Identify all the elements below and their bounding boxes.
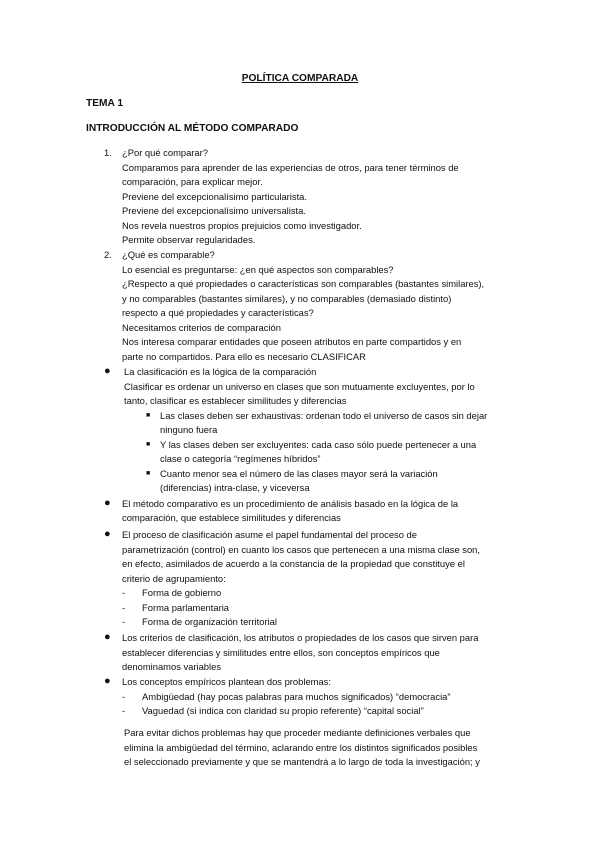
text-line: parametrización (control) en cuanto los casos que pertenecen a una misma clase son, (122, 544, 481, 555)
square-bullet-icon: ■ (146, 470, 151, 477)
dash-item: Forma de organización territorial (142, 616, 277, 627)
question-text: ¿Qué es comparable? (122, 249, 215, 260)
text-line: Permite observar regularidades. (122, 234, 256, 245)
text-line: Lo esencial es preguntarse: ¿en qué aspectos son comparables? (122, 264, 394, 275)
document-title: POLÍTICA COMPARADA (241, 73, 359, 84)
text-line: El proceso de clasificación asume el papel fundamental del proceso de (122, 529, 417, 540)
text-line: comparación, que establece similitudes y diferencias (122, 512, 341, 523)
text-line: parte no compartidos. Para ello es necesario CLASIFICAR (122, 351, 366, 362)
dash-item: Vaguedad (si indica con claridad su propio referente) “capital social” (142, 705, 424, 716)
text-line: y no comparables (bastantes similares), y no comparables (demasiado distinto) (122, 293, 452, 304)
text-line: tanto, clasificar es establecer similitudes y diferencias (124, 395, 347, 406)
bullet-head: Los conceptos empíricos plantean dos problemas: (122, 676, 331, 687)
text-line: criterio de agrupamiento: (122, 573, 226, 584)
section-heading: INTRODUCCIÓN AL MÉTODO COMPARADO (86, 123, 299, 134)
sub-item-line: ninguno fuera (160, 424, 218, 435)
sub-item-line: (diferencias) intra-clase, y viceversa (160, 482, 310, 493)
text-line: Los criterios de clasificación, los atributos o propiedades de los casos que sirven para (122, 632, 479, 643)
dash-item: Forma parlamentaria (142, 602, 230, 613)
text-line: Comparamos para aprender de las experiencias de otros, para tener términos de (122, 162, 459, 173)
text-line: en efecto, asimilados de acuerdo a la constancia de la propiedad que constituye el (122, 558, 465, 569)
text-line: Nos revela nuestros propios prejuicios como investigador. (122, 220, 362, 231)
tema-heading: TEMA 1 (86, 98, 123, 109)
sub-item-line: Las clases deben ser exhaustivas: ordenan todo el universo de casos sin dejar (160, 410, 488, 421)
bullet-icon: ● (104, 528, 111, 540)
text-line: Previene del excepcionalísimo particularista. (122, 191, 307, 202)
dash-marker: - (122, 587, 126, 598)
dash-marker: - (122, 602, 126, 613)
question-text: ¿Por qué comparar? (122, 147, 208, 158)
bullet-icon: ● (104, 365, 111, 377)
bullet-head: La clasificación es la lógica de la comparación (124, 366, 317, 377)
text-line: denominamos variables (122, 661, 222, 672)
list-number: 1. (104, 147, 112, 158)
text-line: ¿Respecto a qué propiedades o características son comparables (bastantes similares), (122, 278, 485, 289)
text-line: Nos interesa comparar entidades que poseen atributos en parte compartidos y en (122, 336, 462, 347)
text-line: Para evitar dichos problemas hay que proceder mediante definiciones verbales que (124, 727, 471, 738)
sub-item-line: Y las clases deben ser excluyentes: cada caso sólo puede pertenecer a una (160, 439, 477, 450)
text-line: respecto a qué propiedades y características? (122, 307, 314, 318)
list-number: 2. (104, 249, 112, 260)
dash-item: Ambigüedad (hay pocas palabras para muchos significados) “democracia” (142, 691, 451, 702)
text-line: establecer diferencias y similitudes entre ellos, son conceptos empíricos que (122, 647, 440, 658)
dash-marker: - (122, 691, 126, 702)
text-line: El método comparativo es un procedimiento de análisis basado en la lógica de la (122, 498, 459, 509)
text-line: Previene del excepcionalísimo universalista. (122, 205, 306, 216)
sub-item-line: clase o categoría “regímenes híbridos” (160, 453, 321, 464)
bullet-icon: ● (104, 675, 111, 687)
text-line: elimina la ambigüedad del término, aclarando entre los distintos significados posibles (124, 742, 478, 753)
bullet-icon: ● (104, 497, 111, 509)
text-line: Necesitamos criterios de comparación (122, 322, 281, 333)
bullet-icon: ● (104, 631, 111, 643)
sub-item-line: Cuanto menor sea el número de las clases mayor será la variación (160, 468, 438, 479)
text-line: el seleccionado previamente y que se mantendrá a lo largo de toda la investigación; y (124, 756, 480, 767)
text-line: comparación, para explicar mejor. (122, 176, 263, 187)
dash-marker: - (122, 705, 126, 716)
square-bullet-icon: ■ (146, 412, 151, 419)
dash-marker: - (122, 616, 126, 627)
dash-item: Forma de gobierno (142, 587, 222, 598)
text-line: Clasificar es ordenar un universo en clases que son mutuamente excluyentes, por lo (124, 381, 475, 392)
square-bullet-icon: ■ (146, 441, 151, 448)
